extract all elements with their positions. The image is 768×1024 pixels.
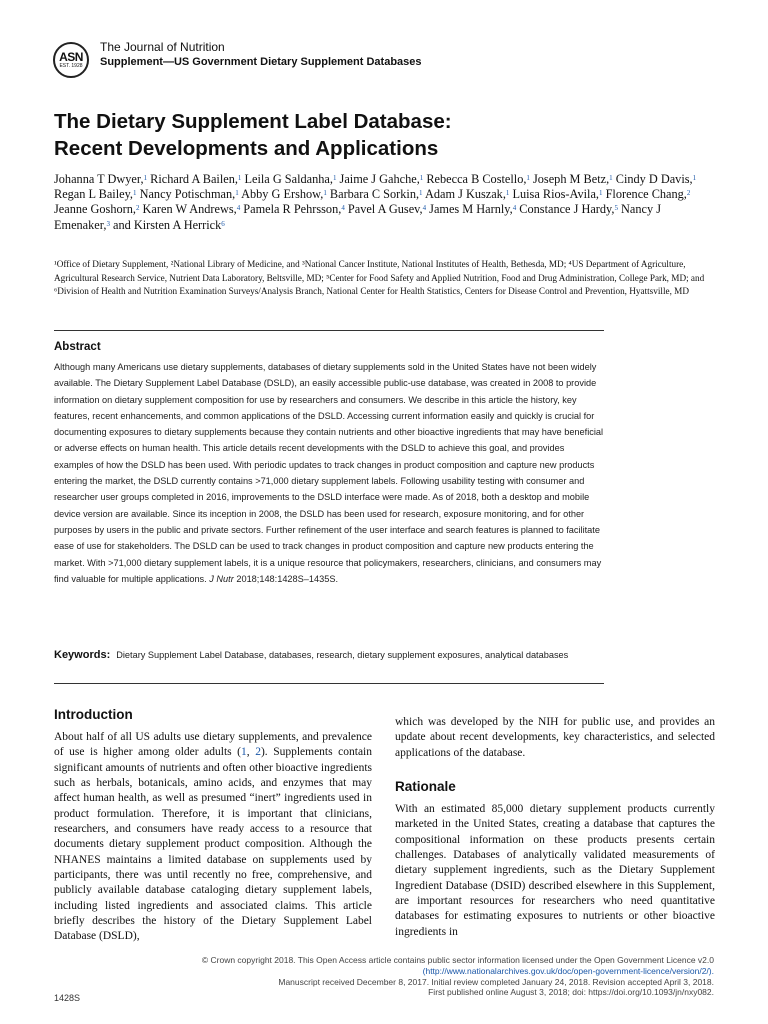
abstract-text: Although many Americans use dietary supplements, databases of dietary supplements sold in the United States have not been widely available. The Dietary Supplement Label Database (DSLD), an easily accessible public-use database, was created in 2008 to provide information on dietary supplement composition for use by researchers and consumers. We describe in this article the history, key features, recent enhancements, and common applications of the DSLD. Accessing current information easily and quickly is crucial for documenting exposures to dietary supplements because they contain nutrients and other bioactive ingredients that may have beneficial or adverse effects on human health. This article details recent developments with the DSLD to achieve this goal, and provides examples of how the DSLD has been used. With periodic updates to track changes in product composition and capture new products entering the market, the DSLD currently contains >71,000 dietary supplement labels. Following usability testing with consumer and researcher user groups completed in 2016, improvements to the DSLD interface were made. As of 2018, both a desktop and mobile device version are available. Since its inception in 2008, the DSLD has been used for research, exposure monitoring, and for other purposes by users in the public and private sectors. Further refinement of the user interface and search features is planned to facilitate ease of use for stakeholders. The DSLD can be used to track changes in product composition and capture new products entering the market. With >71,000 dietary supplement labels, it is a unique resource that policymakers, researchers, clinicians, and consumers may find valuable for multiple applications. — [54, 362, 604, 584]
copyright-footer — [114, 955, 714, 998]
intro-text: About half of all US adults use dietary supplements, and prevalence of use is higher among older adults ( — [54, 731, 372, 759]
affiliation-ref[interactable]: 1 — [599, 189, 603, 198]
affiliation-ref[interactable]: 1 — [505, 189, 510, 198]
author-name: Johanna T Dwyer, — [54, 172, 144, 186]
doi-line: First published online August 3, 2018; doi: https://doi.org/10.1093/jn/nxy082. — [428, 987, 714, 998]
author — [340, 172, 424, 186]
author-name: Leila G Saldanha, — [244, 172, 333, 186]
affiliation-ref[interactable]: 4 — [341, 204, 345, 213]
author-name: Richard A Bailen, — [150, 172, 238, 186]
author-name: and Kirsten A Herrick — [113, 217, 222, 232]
author — [348, 202, 426, 216]
affiliation-ref[interactable]: 1 — [419, 174, 424, 182]
author — [150, 172, 241, 186]
affiliations: ¹Office of Dietary Supplement, ²National Library of Medicine, and ³National Cancer Institute, National Institutes of Health, Bethesda, MD; ⁴US Department of Agriculture, Agricultural Research Service, Nutrient Data Laboratory, Beltsville, MD; ⁵Center for Food Safety and Applied Nutrition, Food and Drug Administration, College Park, MD; and ⁶Division of Health and Nutrition Examination Surveys/Analysis Branch, National Center for Health Statistics, Centers for Disease Control and Prevention, Hyattsville, MD — [54, 259, 705, 296]
abstract-body — [54, 359, 606, 587]
asn-logo — [53, 42, 89, 78]
affiliation-ref[interactable]: 4 — [512, 204, 517, 213]
author-name: Jeanne Goshorn, — [54, 202, 136, 217]
author-name: Adam J Kuszak, — [424, 187, 506, 202]
keywords-label: Keywords: — [54, 649, 111, 661]
affiliation-ref[interactable]: 1 — [237, 174, 242, 182]
author — [330, 187, 423, 201]
intro-text-continued: ). Supplements contain significant amounts of nutrients and often other bioactive ingredients such as herbals, botanicals, amino acids, and enzymes that may affect human health, as well as presumed “inert” ingredients used in product formulation. Therefore, it is important that clinicians, researchers, and consumers have ready access to a resource that documents dietary supplement product composition. Although the NHANES maintains a limited database on supplements used by participants, there was until recently no free, comprehensive, and publicly available database cataloging dietary supplement labels, including listed ingredients and associated claims. This article briefly describes the history of the Dietary Supplement Label Database (DSLD), — [54, 746, 372, 943]
title-line-2: Recent Developments and Applications — [54, 137, 439, 160]
author-name: Florence Chang, — [605, 187, 687, 202]
author-name: Barbara C Sorkin, — [329, 187, 420, 202]
affiliation-ref[interactable]: 2 — [135, 204, 140, 213]
keywords — [54, 647, 606, 663]
citation-journal: J Nutr — [209, 573, 234, 584]
author — [429, 202, 516, 216]
author-name: Rebecca B Costello, — [426, 172, 527, 186]
affiliation-ref[interactable]: 6 — [221, 219, 225, 228]
author-name: Regan L Bailey, — [54, 187, 133, 202]
author — [241, 187, 327, 201]
affiliation-ref[interactable]: 1 — [323, 189, 327, 198]
introduction-heading: Introduction — [54, 707, 133, 722]
affiliation-ref[interactable]: 1 — [143, 174, 148, 182]
title-line-1: The Dietary Supplement Label Database: — [54, 110, 452, 133]
author-name: Jaime J Gahche, — [339, 172, 420, 186]
rationale-heading: Rationale — [395, 779, 456, 794]
author — [245, 172, 337, 186]
affiliation-ref[interactable]: 1 — [526, 174, 530, 182]
affiliation-ref[interactable]: 1 — [133, 189, 137, 198]
keywords-text: Dietary Supplement Label Database, databases, research, dietary supplement exposures, analytical databases — [116, 650, 569, 660]
author — [54, 202, 139, 216]
introduction-continued: which was developed by the NIH for public use, and provides an update about recent developments, key characteristics, and selected applications of the database. — [395, 716, 715, 759]
affiliation-ref[interactable]: 1 — [609, 174, 613, 182]
logo-subtext: EST. 1928 — [59, 63, 83, 69]
author-name: Joseph M Betz, — [533, 172, 610, 186]
affiliation-ref[interactable]: 2 — [686, 189, 691, 198]
affiliation-ref[interactable]: 4 — [236, 204, 241, 213]
affiliation-ref[interactable]: 1 — [419, 189, 423, 198]
author — [143, 202, 241, 216]
author-name: Cindy D Davis, — [615, 172, 693, 186]
affiliation-ref[interactable]: 5 — [614, 204, 618, 213]
author — [140, 187, 239, 201]
manuscript-dates: Manuscript received December 8, 2017. Initial review completed January 24, 2018. Revision accepted April 3, 2018. — [278, 976, 714, 987]
journal-name: The Journal of Nutrition — [100, 40, 225, 54]
logo-text: ASN — [59, 50, 83, 64]
author — [243, 202, 345, 216]
introduction-body — [54, 730, 372, 945]
author — [54, 187, 137, 201]
author — [519, 202, 618, 216]
affiliation-ref[interactable]: 1 — [332, 174, 337, 182]
ref-separator: , — [246, 746, 256, 759]
page-number: 1428S — [54, 993, 81, 1003]
author-list — [54, 172, 714, 233]
affiliation-ref[interactable]: 4 — [422, 204, 427, 213]
article-title — [54, 108, 694, 162]
author — [533, 172, 613, 186]
author — [425, 187, 509, 201]
author-name: Constance J Hardy, — [519, 202, 615, 217]
author-name: Nancy J Emenaker, — [54, 202, 661, 232]
rationale-body: With an estimated 85,000 dietary supplement products currently marketed in the United States, creating a database that captures the compositional information on these products presents certain challenges. Databases of analytically validated measurements of dietary supplement ingredients, such as the Dietary Supplement Ingredient Database (DSID) described elsewhere in this Supplement, are important resources for researchers who need quantitative databases for estimating exposures to nutrients or other bioactive ingredients in — [395, 803, 715, 938]
reference-link-2[interactable]: 2 — [255, 746, 261, 759]
author — [54, 172, 147, 186]
affiliation-ref[interactable]: 3 — [106, 219, 110, 228]
divider — [54, 683, 604, 684]
author-name: Abby G Ershow, — [241, 187, 324, 202]
supplement-section: Supplement—US Government Dietary Supplement Databases — [100, 56, 422, 68]
author — [616, 172, 696, 186]
divider — [54, 330, 604, 331]
author-name: Karen W Andrews, — [142, 202, 237, 217]
citation-details: 2018;148:1428S–1435S. — [236, 573, 339, 584]
author — [113, 218, 225, 232]
affiliation-ref[interactable]: 1 — [235, 189, 239, 198]
reference-link-1[interactable]: 1 — [241, 746, 247, 759]
copyright-line: © Crown copyright 2018. This Open Access article contains public sector information licensed under the Open Government Licence v2.0 — [201, 955, 714, 965]
author — [426, 172, 530, 186]
author-name: Pavel A Gusev, — [347, 202, 423, 217]
affiliation-ref[interactable]: 1 — [692, 174, 697, 182]
author-name: Nancy Potischman, — [139, 187, 236, 202]
author-name: Pamela R Pehrsson, — [243, 202, 342, 217]
abstract-heading: Abstract — [54, 341, 101, 353]
author-name: Luisa Rios-Avila, — [512, 187, 600, 202]
author-name: James M Harnly, — [429, 202, 513, 217]
author — [606, 187, 691, 201]
author — [512, 187, 602, 201]
licence-link[interactable]: (http://www.nationalarchives.gov.uk/doc/open-government-licence/version/2/). — [422, 965, 714, 976]
